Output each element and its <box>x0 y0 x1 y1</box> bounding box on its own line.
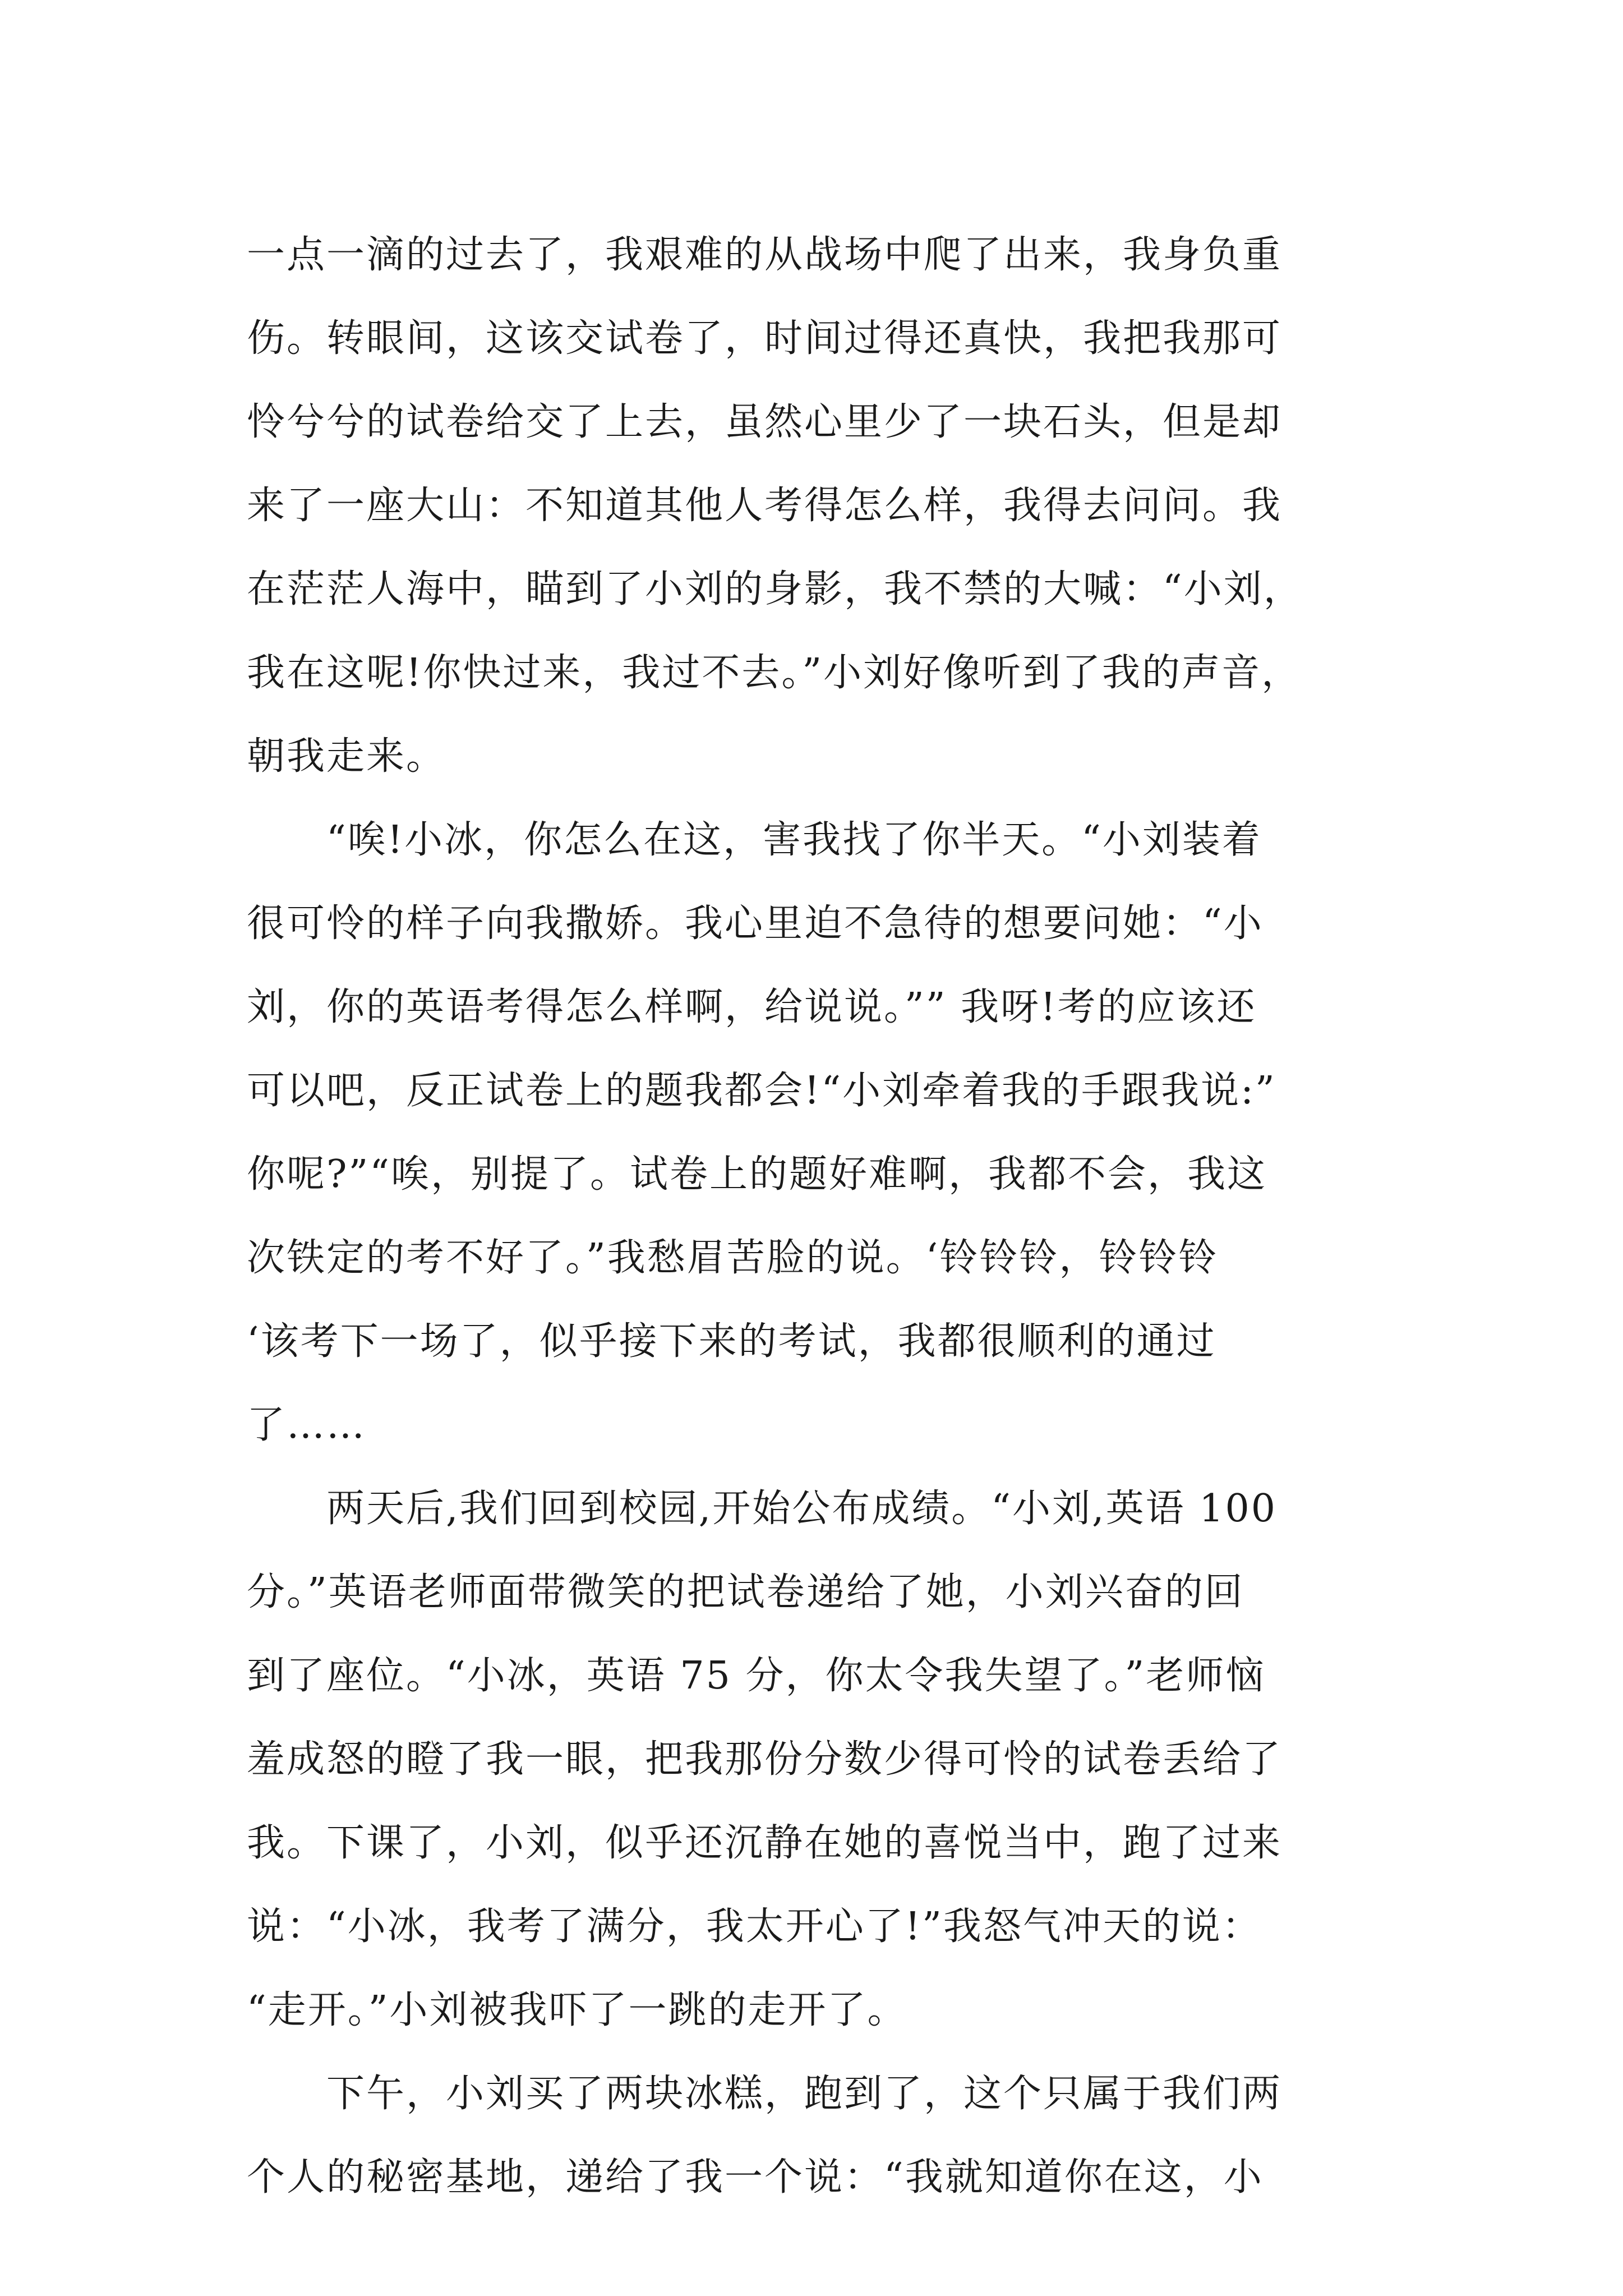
text-line: 一点一滴的过去了，我艰难的从战场中爬了出来，我身负重 <box>247 233 1283 277</box>
text-line: 下午，小刘买了两块冰糕，跑到了，这个只属于我们两 <box>247 2072 1283 2116</box>
text-line: “唉!小冰，你怎么在这，害我找了你半天。“小刘装着 <box>247 818 1262 862</box>
text-line: 我。下课了，小刘，似乎还沉静在她的喜悦当中，跑了过来 <box>247 1821 1283 1865</box>
text-line: ‘该考下一场了，似乎接下来的考试，我都很顺利的通过 <box>247 1319 1216 1364</box>
text-line: 说：“小冰，我考了满分，我太开心了!”我怒气冲天的说： <box>247 1904 1262 1949</box>
text-line: 来了一座大山：不知道其他人考得怎么样，我得去问问。我 <box>247 484 1283 528</box>
text-line: 伤。转眼间，这该交试卷了，时间过得还真快，我把我那可 <box>247 316 1283 361</box>
text-line: 了…… <box>247 1403 367 1447</box>
story-text <box>247 213 1380 2219</box>
text-line: 刘，你的英语考得怎么样啊，给说说。”” 我呀!考的应该还 <box>247 985 1257 1029</box>
text-line: 两天后,我们回到校园,开始公布成绩。“小刘,英语 100 <box>247 1487 1278 1531</box>
text-line: 怜兮兮的试卷给交了上去，虽然心里少了一块石头，但是却 <box>247 400 1283 444</box>
text-line: 分。”英语老师面带微笑的把试卷递给了她，小刘兴奋的回 <box>247 1570 1244 1614</box>
text-line: 个人的秘密基地，递给了我一个说：“我就知道你在这，小 <box>247 2155 1264 2200</box>
text-line: 在茫茫人海中，瞄到了小刘的身影，我不禁的大喊：“小刘， <box>247 567 1303 611</box>
text-line: 次铁定的考不好了。”我愁眉苦脸的说。‘铃铃铃，铃铃铃 <box>247 1236 1219 1280</box>
text-line: “走开。”小刘被我吓了一跳的走开了。 <box>247 1988 907 2032</box>
text-line: 羞成怒的瞪了我一眼，把我那份分数少得可怜的试卷丢给了 <box>247 1737 1283 1782</box>
text-line: 到了座位。“小冰，英语 75 分，你太令我失望了。”老师恼 <box>247 1654 1266 1698</box>
text-line: 我在这呢!你快过来，我过不去。”小刘好像听到了我的声音， <box>247 651 1302 695</box>
text-line: 可以吧，反正试卷上的题我都会!“小刘牵着我的手跟我说:” <box>247 1069 1276 1113</box>
text-line: 你呢?”“唉，别提了。试卷上的题好难啊，我都不会，我这 <box>247 1152 1267 1197</box>
text-line: 朝我走来。 <box>247 734 446 779</box>
text-line: 很可怜的样子向我撒娇。我心里迫不急待的想要问她：“小 <box>247 901 1264 946</box>
